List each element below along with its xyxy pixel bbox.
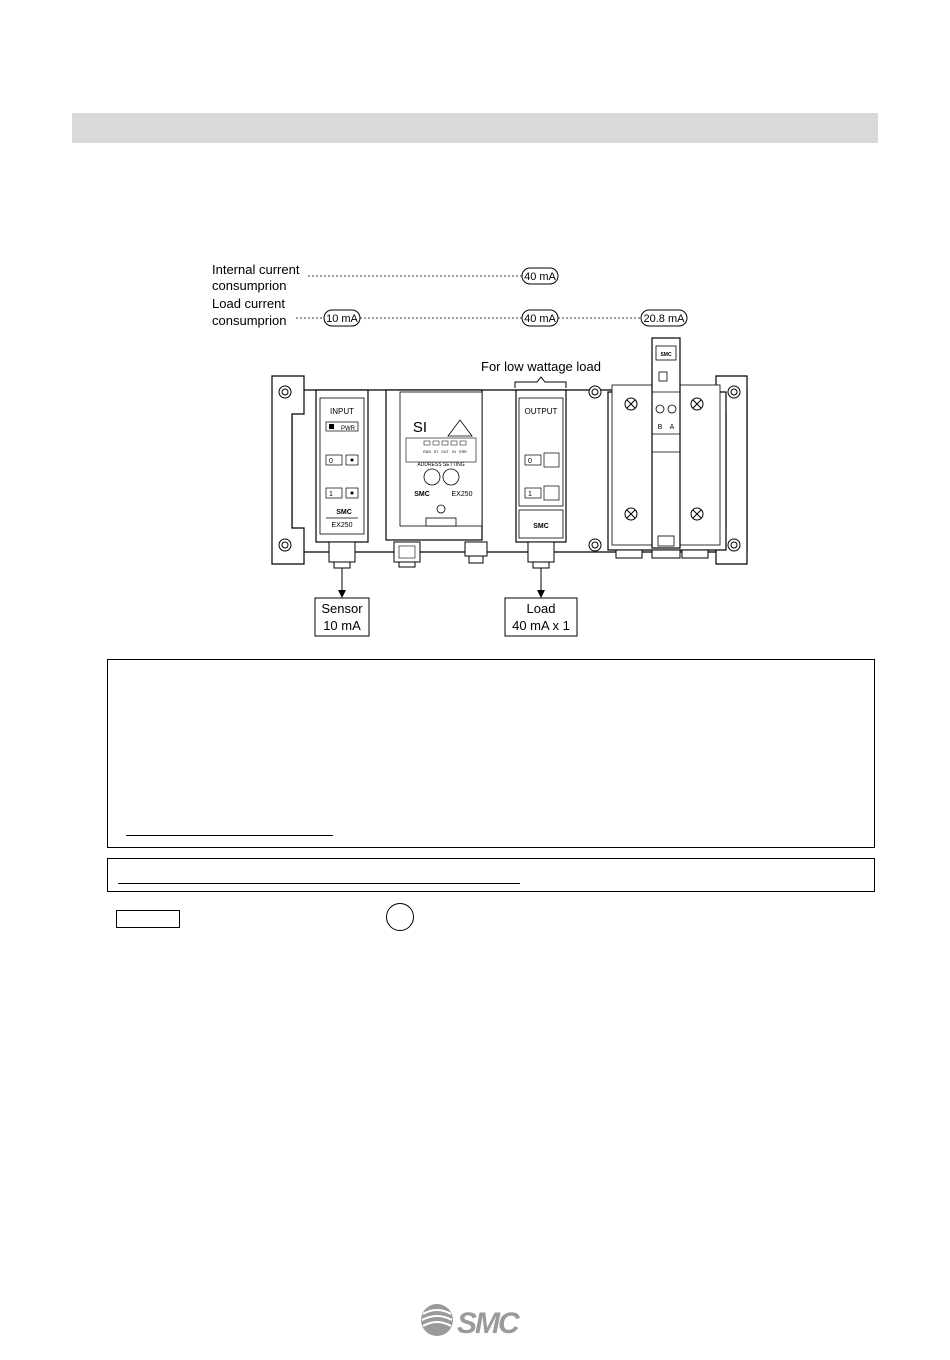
note-box [107,659,875,848]
output-unit [516,390,566,568]
note-underline [126,835,333,836]
si-led-label-2: OUT [441,450,449,454]
valve-brand: SMC [660,352,672,358]
output-unit-title: OUTPUT [524,407,558,416]
sensor-box-line2: 10 mA [323,618,361,633]
input-unit-title: INPUT [330,407,354,416]
valve-label-b: B [657,424,663,431]
circle-marker [386,903,414,931]
load-current-label: Load current [212,296,285,311]
low-wattage-bracket [515,377,566,388]
load-box-line2: 40 mA x 1 [512,618,570,633]
valve-label-a: A [669,424,675,431]
si-address-label: ADDRESS SETTING [417,462,465,468]
si-led-label-4: ERR [459,450,467,454]
si-led-label-0: RUN [423,450,431,454]
load-box-line1: Load [526,601,556,616]
sensor-box-line1: Sensor [321,601,363,616]
load-current-tag-output: 40 mA [524,313,556,325]
si-led-label-1: ST [433,450,439,454]
si-unit [386,390,487,567]
valve-manifold [608,338,726,558]
internal-current-label-2: consumprion [212,278,287,293]
smc-logo-text: SMC [457,1307,518,1340]
si-model: EX250 [451,491,473,498]
input-ch0-label: 0 [329,458,333,465]
load-current-label-2: consumprion [212,313,287,328]
si-title: SI [412,419,428,436]
current-consumption-diagram [0,0,950,660]
load-current-tag-valve: 20.8 mA [643,313,685,325]
internal-current-label: Internal current [212,262,300,277]
low-wattage-label: For low wattage load [481,359,601,374]
smc-logo-mark [421,1304,453,1336]
input-model: EX250 [331,522,353,529]
si-brand: SMC [414,491,430,498]
input-ch1-label: 1 [329,491,333,498]
output-ch1-label: 1 [528,491,532,498]
output-brand: SMC [533,523,549,530]
output-ch0-label: 0 [528,458,532,465]
input-unit [316,390,368,568]
note-secondary-underline [118,883,520,884]
load-current-tag-input: 10 mA [326,313,358,325]
si-led-label-3: IN [452,450,456,454]
note-box-secondary [107,858,875,892]
input-pwr-label: PWR [341,426,355,432]
input-brand: SMC [336,509,352,516]
smc-footer-logo [419,1300,531,1340]
label-frame [116,910,180,928]
internal-current-tag: 40 mA [524,271,556,283]
